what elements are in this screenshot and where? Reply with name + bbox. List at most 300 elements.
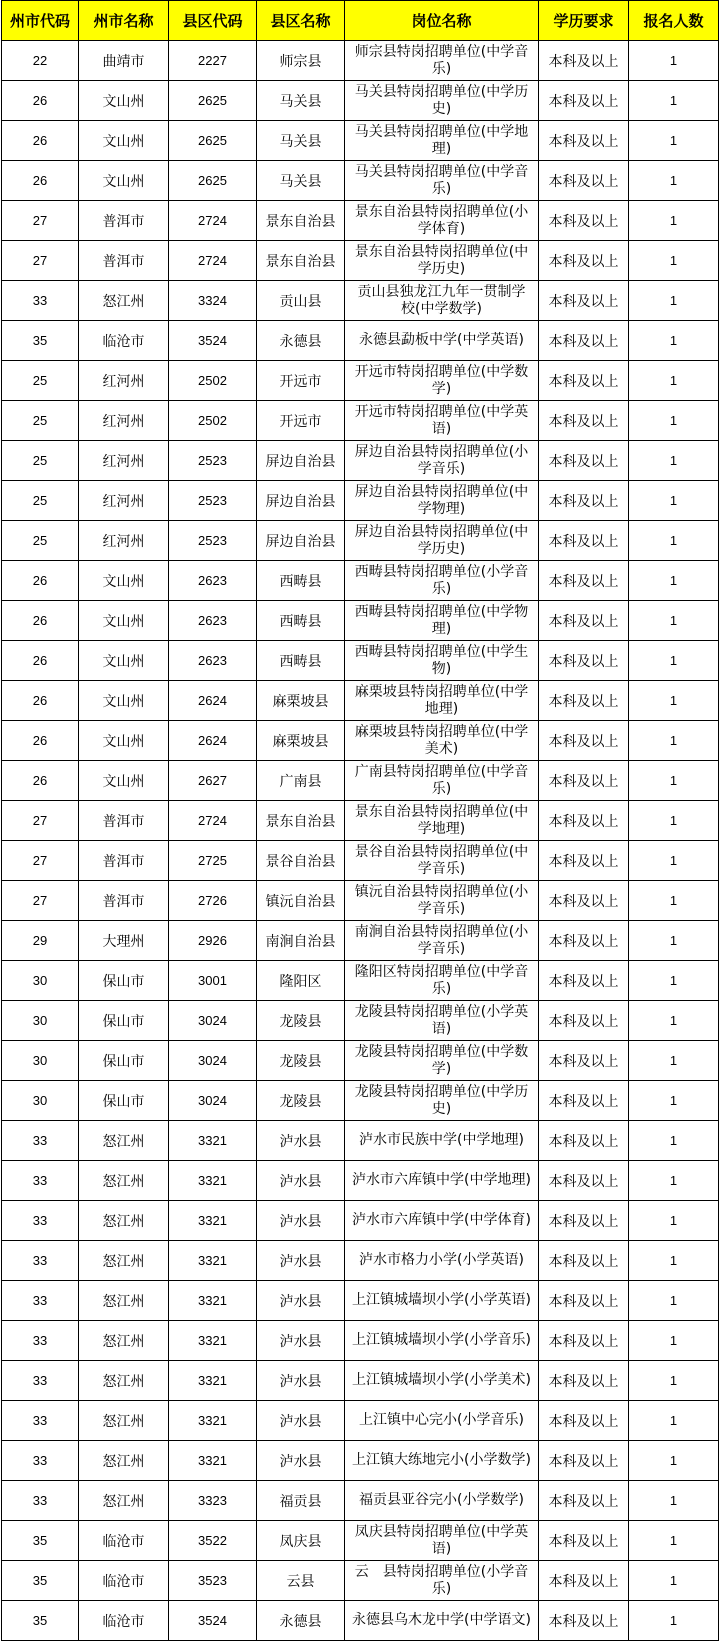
table-row xyxy=(2,841,719,881)
city-code-cell: 30 xyxy=(2,1081,79,1121)
applicant-count-cell: 1 xyxy=(629,721,719,761)
header-county-code: 县区代码 xyxy=(169,1,257,41)
city-name-cell: 临沧市 xyxy=(79,321,169,361)
county-code-cell: 2624 xyxy=(169,721,257,761)
table-row xyxy=(2,81,719,121)
city-name-cell: 文山州 xyxy=(79,641,169,681)
table-row xyxy=(2,881,719,921)
applicant-count-cell: 1 xyxy=(629,1561,719,1601)
city-code-cell: 27 xyxy=(2,241,79,281)
county-name-cell: 开远市 xyxy=(257,361,345,401)
post-name-cell: 广南县特岗招聘单位(中学音乐) xyxy=(345,761,539,801)
post-name-cell: 凤庆县特岗招聘单位(中学英语) xyxy=(345,1521,539,1561)
applicant-count-cell: 1 xyxy=(629,201,719,241)
post-name-cell: 西畴县特岗招聘单位(小学音乐) xyxy=(345,561,539,601)
city-code-cell: 26 xyxy=(2,561,79,601)
city-code-cell: 25 xyxy=(2,481,79,521)
applicant-count-cell: 1 xyxy=(629,1521,719,1561)
education-cell: 本科及以上 xyxy=(539,601,629,641)
post-name-cell: 永德县乌木龙中学(中学语文) xyxy=(345,1601,539,1641)
county-name-cell: 景东自治县 xyxy=(257,241,345,281)
city-name-cell: 文山州 xyxy=(79,761,169,801)
post-name-cell: 屏边自治县特岗招聘单位(中学物理) xyxy=(345,481,539,521)
post-name-cell: 马关县特岗招聘单位(中学地理) xyxy=(345,121,539,161)
county-name-cell: 马关县 xyxy=(257,121,345,161)
table-row xyxy=(2,721,719,761)
education-cell: 本科及以上 xyxy=(539,881,629,921)
post-name-cell: 云 县特岗招聘单位(小学音乐) xyxy=(345,1561,539,1601)
education-cell: 本科及以上 xyxy=(539,1201,629,1241)
city-code-cell: 27 xyxy=(2,881,79,921)
education-cell: 本科及以上 xyxy=(539,1001,629,1041)
education-cell: 本科及以上 xyxy=(539,1041,629,1081)
education-cell: 本科及以上 xyxy=(539,1561,629,1601)
county-code-cell: 2623 xyxy=(169,601,257,641)
city-name-cell: 普洱市 xyxy=(79,841,169,881)
county-code-cell: 2623 xyxy=(169,561,257,601)
county-name-cell: 西畴县 xyxy=(257,561,345,601)
city-name-cell: 普洱市 xyxy=(79,881,169,921)
city-name-cell: 文山州 xyxy=(79,561,169,601)
county-name-cell: 师宗县 xyxy=(257,41,345,81)
education-cell: 本科及以上 xyxy=(539,1081,629,1121)
city-name-cell: 文山州 xyxy=(79,601,169,641)
post-name-cell: 景东自治县特岗招聘单位(中学历史) xyxy=(345,241,539,281)
education-cell: 本科及以上 xyxy=(539,1361,629,1401)
education-cell: 本科及以上 xyxy=(539,1481,629,1521)
city-code-cell: 26 xyxy=(2,121,79,161)
city-name-cell: 临沧市 xyxy=(79,1521,169,1561)
county-code-cell: 2625 xyxy=(169,121,257,161)
education-cell: 本科及以上 xyxy=(539,1441,629,1481)
applicant-count-cell: 1 xyxy=(629,961,719,1001)
table-row xyxy=(2,1561,719,1601)
county-name-cell: 福贡县 xyxy=(257,1481,345,1521)
city-code-cell: 30 xyxy=(2,1041,79,1081)
post-name-cell: 上江镇城墙坝小学(小学音乐) xyxy=(345,1321,539,1361)
education-cell: 本科及以上 xyxy=(539,201,629,241)
city-name-cell: 文山州 xyxy=(79,721,169,761)
city-code-cell: 33 xyxy=(2,1241,79,1281)
city-code-cell: 35 xyxy=(2,321,79,361)
county-name-cell: 西畴县 xyxy=(257,601,345,641)
city-name-cell: 文山州 xyxy=(79,681,169,721)
city-code-cell: 26 xyxy=(2,641,79,681)
city-code-cell: 30 xyxy=(2,961,79,1001)
table-row xyxy=(2,281,719,321)
applicant-count-cell: 1 xyxy=(629,361,719,401)
county-name-cell: 屏边自治县 xyxy=(257,481,345,521)
county-code-cell: 2502 xyxy=(169,401,257,441)
city-name-cell: 文山州 xyxy=(79,121,169,161)
county-name-cell: 泸水县 xyxy=(257,1121,345,1161)
county-name-cell: 龙陵县 xyxy=(257,1001,345,1041)
table-row xyxy=(2,521,719,561)
applicant-count-cell: 1 xyxy=(629,1241,719,1281)
county-code-cell: 3321 xyxy=(169,1121,257,1161)
applicant-count-cell: 1 xyxy=(629,1041,719,1081)
table-row xyxy=(2,241,719,281)
education-cell: 本科及以上 xyxy=(539,961,629,1001)
post-name-cell: 泸水市格力小学(小学英语) xyxy=(345,1241,539,1281)
county-code-cell: 3324 xyxy=(169,281,257,321)
applicant-count-cell: 1 xyxy=(629,881,719,921)
education-cell: 本科及以上 xyxy=(539,921,629,961)
table-row xyxy=(2,1481,719,1521)
table-row xyxy=(2,481,719,521)
applicant-count-cell: 1 xyxy=(629,1201,719,1241)
header-city-name: 州市名称 xyxy=(79,1,169,41)
post-name-cell: 泸水市民族中学(中学地理) xyxy=(345,1121,539,1161)
applicant-count-cell: 1 xyxy=(629,1081,719,1121)
city-code-cell: 35 xyxy=(2,1521,79,1561)
post-name-cell: 屏边自治县特岗招聘单位(小学音乐) xyxy=(345,441,539,481)
county-name-cell: 泸水县 xyxy=(257,1281,345,1321)
county-name-cell: 龙陵县 xyxy=(257,1041,345,1081)
applicant-count-cell: 1 xyxy=(629,841,719,881)
post-name-cell: 师宗县特岗招聘单位(中学音乐) xyxy=(345,41,539,81)
city-name-cell: 红河州 xyxy=(79,441,169,481)
county-name-cell: 景谷自治县 xyxy=(257,841,345,881)
county-name-cell: 镇沅自治县 xyxy=(257,881,345,921)
applicant-count-cell: 1 xyxy=(629,81,719,121)
county-name-cell: 马关县 xyxy=(257,161,345,201)
applicant-count-cell: 1 xyxy=(629,161,719,201)
education-cell: 本科及以上 xyxy=(539,1521,629,1561)
city-code-cell: 27 xyxy=(2,801,79,841)
county-code-cell: 2523 xyxy=(169,521,257,561)
recruitment-table xyxy=(1,0,719,1641)
city-name-cell: 红河州 xyxy=(79,481,169,521)
county-code-cell: 2725 xyxy=(169,841,257,881)
city-name-cell: 红河州 xyxy=(79,401,169,441)
city-code-cell: 33 xyxy=(2,1121,79,1161)
city-code-cell: 25 xyxy=(2,401,79,441)
city-name-cell: 普洱市 xyxy=(79,201,169,241)
applicant-count-cell: 1 xyxy=(629,641,719,681)
education-cell: 本科及以上 xyxy=(539,801,629,841)
city-name-cell: 怒江州 xyxy=(79,1401,169,1441)
county-name-cell: 泸水县 xyxy=(257,1441,345,1481)
post-name-cell: 开远市特岗招聘单位(中学数学) xyxy=(345,361,539,401)
county-code-cell: 3024 xyxy=(169,1001,257,1041)
education-cell: 本科及以上 xyxy=(539,121,629,161)
table-row xyxy=(2,681,719,721)
city-name-cell: 普洱市 xyxy=(79,241,169,281)
county-name-cell: 龙陵县 xyxy=(257,1081,345,1121)
county-code-cell: 2625 xyxy=(169,81,257,121)
city-name-cell: 怒江州 xyxy=(79,1241,169,1281)
county-name-cell: 泸水县 xyxy=(257,1161,345,1201)
table-row xyxy=(2,1401,719,1441)
education-cell: 本科及以上 xyxy=(539,561,629,601)
table-row xyxy=(2,761,719,801)
county-name-cell: 屏边自治县 xyxy=(257,441,345,481)
applicant-count-cell: 1 xyxy=(629,1401,719,1441)
county-name-cell: 西畴县 xyxy=(257,641,345,681)
education-cell: 本科及以上 xyxy=(539,161,629,201)
table-row xyxy=(2,1441,719,1481)
table-row xyxy=(2,1161,719,1201)
county-name-cell: 景东自治县 xyxy=(257,201,345,241)
county-code-cell: 3024 xyxy=(169,1081,257,1121)
county-code-cell: 2627 xyxy=(169,761,257,801)
education-cell: 本科及以上 xyxy=(539,281,629,321)
post-name-cell: 永德县勐板中学(中学英语) xyxy=(345,321,539,361)
applicant-count-cell: 1 xyxy=(629,1121,719,1161)
county-code-cell: 2724 xyxy=(169,801,257,841)
table-row xyxy=(2,1081,719,1121)
city-name-cell: 怒江州 xyxy=(79,1121,169,1161)
table-row xyxy=(2,1201,719,1241)
city-name-cell: 保山市 xyxy=(79,1001,169,1041)
table-row xyxy=(2,121,719,161)
applicant-count-cell: 1 xyxy=(629,41,719,81)
county-code-cell: 3524 xyxy=(169,321,257,361)
city-code-cell: 33 xyxy=(2,1281,79,1321)
education-cell: 本科及以上 xyxy=(539,441,629,481)
applicant-count-cell: 1 xyxy=(629,761,719,801)
county-name-cell: 马关县 xyxy=(257,81,345,121)
city-code-cell: 33 xyxy=(2,281,79,321)
post-name-cell: 上江镇大练地完小(小学数学) xyxy=(345,1441,539,1481)
table-row xyxy=(2,801,719,841)
city-name-cell: 保山市 xyxy=(79,1041,169,1081)
county-code-cell: 3323 xyxy=(169,1481,257,1521)
table-row xyxy=(2,441,719,481)
county-code-cell: 3524 xyxy=(169,1601,257,1641)
education-cell: 本科及以上 xyxy=(539,1281,629,1321)
applicant-count-cell: 1 xyxy=(629,1481,719,1521)
applicant-count-cell: 1 xyxy=(629,921,719,961)
table-row xyxy=(2,321,719,361)
city-code-cell: 35 xyxy=(2,1561,79,1601)
city-code-cell: 33 xyxy=(2,1401,79,1441)
county-name-cell: 泸水县 xyxy=(257,1361,345,1401)
education-cell: 本科及以上 xyxy=(539,1601,629,1641)
city-name-cell: 怒江州 xyxy=(79,1201,169,1241)
education-cell: 本科及以上 xyxy=(539,241,629,281)
education-cell: 本科及以上 xyxy=(539,721,629,761)
county-code-cell: 2502 xyxy=(169,361,257,401)
table-row xyxy=(2,361,719,401)
applicant-count-cell: 1 xyxy=(629,681,719,721)
table-row xyxy=(2,1601,719,1641)
header-county-name: 县区名称 xyxy=(257,1,345,41)
county-name-cell: 麻栗坡县 xyxy=(257,721,345,761)
county-code-cell: 3321 xyxy=(169,1401,257,1441)
city-name-cell: 普洱市 xyxy=(79,801,169,841)
post-name-cell: 镇沅自治县特岗招聘单位(小学音乐) xyxy=(345,881,539,921)
table-row xyxy=(2,1241,719,1281)
education-cell: 本科及以上 xyxy=(539,1401,629,1441)
city-name-cell: 文山州 xyxy=(79,161,169,201)
city-name-cell: 临沧市 xyxy=(79,1601,169,1641)
applicant-count-cell: 1 xyxy=(629,441,719,481)
city-code-cell: 26 xyxy=(2,161,79,201)
post-name-cell: 马关县特岗招聘单位(中学音乐) xyxy=(345,161,539,201)
applicant-count-cell: 1 xyxy=(629,1361,719,1401)
applicant-count-cell: 1 xyxy=(629,401,719,441)
city-code-cell: 30 xyxy=(2,1001,79,1041)
table-row xyxy=(2,401,719,441)
county-name-cell: 泸水县 xyxy=(257,1241,345,1281)
county-name-cell: 永德县 xyxy=(257,321,345,361)
county-name-cell: 泸水县 xyxy=(257,1201,345,1241)
applicant-count-cell: 1 xyxy=(629,1161,719,1201)
city-code-cell: 33 xyxy=(2,1481,79,1521)
county-name-cell: 泸水县 xyxy=(257,1401,345,1441)
city-name-cell: 怒江州 xyxy=(79,1361,169,1401)
county-code-cell: 2926 xyxy=(169,921,257,961)
header-education: 学历要求 xyxy=(539,1,629,41)
post-name-cell: 麻栗坡县特岗招聘单位(中学美术) xyxy=(345,721,539,761)
table-row xyxy=(2,561,719,601)
post-name-cell: 麻栗坡县特岗招聘单位(中学地理) xyxy=(345,681,539,721)
applicant-count-cell: 1 xyxy=(629,561,719,601)
city-code-cell: 26 xyxy=(2,761,79,801)
county-name-cell: 永德县 xyxy=(257,1601,345,1641)
post-name-cell: 马关县特岗招聘单位(中学历史) xyxy=(345,81,539,121)
table-body xyxy=(2,41,719,1641)
education-cell: 本科及以上 xyxy=(539,1241,629,1281)
county-code-cell: 3001 xyxy=(169,961,257,1001)
city-code-cell: 22 xyxy=(2,41,79,81)
county-name-cell: 南涧自治县 xyxy=(257,921,345,961)
education-cell: 本科及以上 xyxy=(539,81,629,121)
table-row xyxy=(2,1521,719,1561)
education-cell: 本科及以上 xyxy=(539,361,629,401)
county-code-cell: 2726 xyxy=(169,881,257,921)
applicant-count-cell: 1 xyxy=(629,521,719,561)
county-code-cell: 3321 xyxy=(169,1321,257,1361)
applicant-count-cell: 1 xyxy=(629,601,719,641)
post-name-cell: 上江镇城墙坝小学(小学英语) xyxy=(345,1281,539,1321)
county-name-cell: 开远市 xyxy=(257,401,345,441)
post-name-cell: 龙陵县特岗招聘单位(中学数学) xyxy=(345,1041,539,1081)
city-code-cell: 26 xyxy=(2,601,79,641)
applicant-count-cell: 1 xyxy=(629,121,719,161)
city-code-cell: 33 xyxy=(2,1201,79,1241)
post-name-cell: 西畴县特岗招聘单位(中学生物) xyxy=(345,641,539,681)
applicant-count-cell: 1 xyxy=(629,1441,719,1481)
county-code-cell: 3321 xyxy=(169,1201,257,1241)
table-row xyxy=(2,641,719,681)
table-row xyxy=(2,161,719,201)
county-name-cell: 云县 xyxy=(257,1561,345,1601)
county-code-cell: 3523 xyxy=(169,1561,257,1601)
education-cell: 本科及以上 xyxy=(539,1161,629,1201)
county-code-cell: 3024 xyxy=(169,1041,257,1081)
city-name-cell: 怒江州 xyxy=(79,1161,169,1201)
city-code-cell: 33 xyxy=(2,1441,79,1481)
table-row xyxy=(2,41,719,81)
city-code-cell: 29 xyxy=(2,921,79,961)
city-name-cell: 怒江州 xyxy=(79,1281,169,1321)
post-name-cell: 福贡县亚谷完小(小学数学) xyxy=(345,1481,539,1521)
county-code-cell: 2227 xyxy=(169,41,257,81)
county-code-cell: 2625 xyxy=(169,161,257,201)
education-cell: 本科及以上 xyxy=(539,521,629,561)
city-name-cell: 保山市 xyxy=(79,961,169,1001)
city-code-cell: 33 xyxy=(2,1361,79,1401)
header-row xyxy=(2,1,719,41)
city-code-cell: 26 xyxy=(2,681,79,721)
table-row xyxy=(2,1281,719,1321)
county-name-cell: 屏边自治县 xyxy=(257,521,345,561)
table-row xyxy=(2,601,719,641)
post-name-cell: 龙陵县特岗招聘单位(中学历史) xyxy=(345,1081,539,1121)
county-name-cell: 景东自治县 xyxy=(257,801,345,841)
city-name-cell: 红河州 xyxy=(79,521,169,561)
post-name-cell: 西畴县特岗招聘单位(中学物理) xyxy=(345,601,539,641)
county-code-cell: 2724 xyxy=(169,241,257,281)
header-city-code: 州市代码 xyxy=(2,1,79,41)
city-name-cell: 怒江州 xyxy=(79,1441,169,1481)
county-name-cell: 麻栗坡县 xyxy=(257,681,345,721)
applicant-count-cell: 1 xyxy=(629,801,719,841)
city-code-cell: 26 xyxy=(2,721,79,761)
education-cell: 本科及以上 xyxy=(539,41,629,81)
county-name-cell: 凤庆县 xyxy=(257,1521,345,1561)
education-cell: 本科及以上 xyxy=(539,401,629,441)
applicant-count-cell: 1 xyxy=(629,241,719,281)
table-row xyxy=(2,1361,719,1401)
city-code-cell: 27 xyxy=(2,841,79,881)
county-name-cell: 贡山县 xyxy=(257,281,345,321)
county-code-cell: 3522 xyxy=(169,1521,257,1561)
table-row xyxy=(2,961,719,1001)
county-code-cell: 3321 xyxy=(169,1161,257,1201)
applicant-count-cell: 1 xyxy=(629,281,719,321)
post-name-cell: 屏边自治县特岗招聘单位(中学历史) xyxy=(345,521,539,561)
city-name-cell: 怒江州 xyxy=(79,281,169,321)
city-code-cell: 25 xyxy=(2,361,79,401)
city-name-cell: 大理州 xyxy=(79,921,169,961)
county-name-cell: 泸水县 xyxy=(257,1321,345,1361)
city-code-cell: 26 xyxy=(2,81,79,121)
applicant-count-cell: 1 xyxy=(629,321,719,361)
post-name-cell: 景谷自治县特岗招聘单位(中学音乐) xyxy=(345,841,539,881)
education-cell: 本科及以上 xyxy=(539,1121,629,1161)
post-name-cell: 泸水市六库镇中学(中学地理) xyxy=(345,1161,539,1201)
table-row xyxy=(2,1001,719,1041)
education-cell: 本科及以上 xyxy=(539,841,629,881)
city-name-cell: 红河州 xyxy=(79,361,169,401)
city-name-cell: 怒江州 xyxy=(79,1481,169,1521)
post-name-cell: 上江镇城墙坝小学(小学美术) xyxy=(345,1361,539,1401)
table-row xyxy=(2,1321,719,1361)
county-code-cell: 2623 xyxy=(169,641,257,681)
city-code-cell: 25 xyxy=(2,521,79,561)
city-name-cell: 怒江州 xyxy=(79,1321,169,1361)
post-name-cell: 开远市特岗招聘单位(中学英语) xyxy=(345,401,539,441)
city-name-cell: 保山市 xyxy=(79,1081,169,1121)
post-name-cell: 上江镇中心完小(小学音乐) xyxy=(345,1401,539,1441)
header-post-name: 岗位名称 xyxy=(345,1,539,41)
post-name-cell: 景东自治县特岗招聘单位(小学体育) xyxy=(345,201,539,241)
education-cell: 本科及以上 xyxy=(539,1321,629,1361)
city-code-cell: 35 xyxy=(2,1601,79,1641)
post-name-cell: 南涧自治县特岗招聘单位(小学音乐) xyxy=(345,921,539,961)
post-name-cell: 龙陵县特岗招聘单位(小学英语) xyxy=(345,1001,539,1041)
city-code-cell: 33 xyxy=(2,1161,79,1201)
education-cell: 本科及以上 xyxy=(539,321,629,361)
post-name-cell: 景东自治县特岗招聘单位(中学地理) xyxy=(345,801,539,841)
education-cell: 本科及以上 xyxy=(539,641,629,681)
county-code-cell: 3321 xyxy=(169,1361,257,1401)
header-applicant-count: 报名人数 xyxy=(629,1,719,41)
